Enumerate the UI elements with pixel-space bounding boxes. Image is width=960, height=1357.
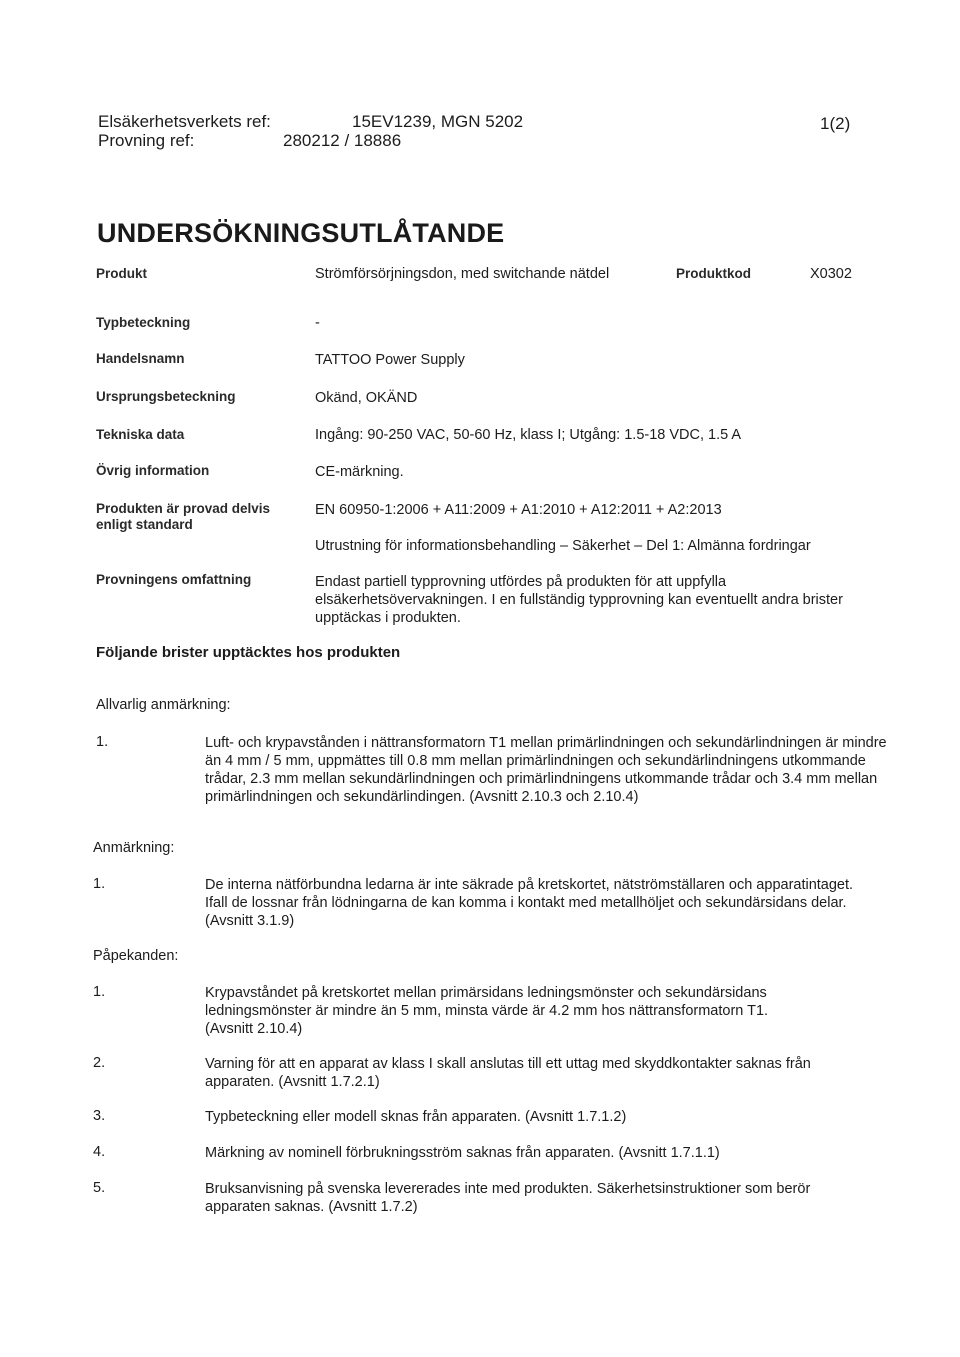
papekanden-item-number: 2. [93,1055,106,1071]
papekanden-item-number: 3. [93,1108,106,1124]
provningens-omfattning-label: Provningens omfattning [96,572,252,587]
typbeteckning-value: - [315,315,320,331]
papekanden-item-text: Krypavståndet på kretskortet mellan primärsidans ledningsmönster och sekundärsidans ledningsmönster är mindre än 5 mm, minsta värde är 4.2 mm hos nättransformatorn T1. (Avsnitt 2.10.4) [205,985,769,1037]
ovrig-information-label: Övrig information [96,463,210,478]
anmarkning-item-text: De interna nätförbundna ledarna är inte säkrade på kretskortet, nätströmställaren och apparatintaget. Ifall de lossnar från lödningarna de kan komma i kontakt med metallhöljet och sekundärsidans delar. (Avsnitt 3.1.9) [205,877,854,929]
brister-heading: Följande brister upptäcktes hos produkten [96,644,401,661]
papekanden-item-number: 5. [93,1180,106,1196]
standard-label: Produkten är provad delvis enligt standard [96,501,271,532]
handelsnamn-value: TATTOO Power Supply [315,352,465,368]
papekanden-item-text: Bruksanvisning på svenska levererades inte med produkten. Säkerhetsinstruktioner som berör apparaten saknas. (Avsnitt 1.7.2) [205,1181,811,1215]
papekanden-item-number: 4. [93,1144,106,1160]
produktkod-label: Produktkod [676,266,752,281]
papekanden-item-text: Märkning av nominell förbrukningsström saknas från apparaten. (Avsnitt 1.7.1.1) [205,1145,720,1161]
ovrig-information-value: CE-märkning. [315,464,404,480]
ursprungsbeteckning-label: Ursprungsbeteckning [96,389,236,404]
ref-label-elsakerhetsverket: Elsäkerhetsverkets ref: [98,112,271,131]
anmarkning-item-number: 1. [93,876,106,892]
ref-value-elsakerhetsverket: 15EV1239, MGN 5202 [352,112,524,131]
produktkod-value: X0302 [810,266,852,282]
handelsnamn-label: Handelsnamn [96,351,185,366]
standard-description: Utrustning för informationsbehandling – Säkerhet – Del 1: Almänna fordringar [315,538,811,554]
ref-value-provning: 280212 / 18886 [283,131,402,150]
papekanden-item-text: Typbeteckning eller modell sknas från apparaten. (Avsnitt 1.7.1.2) [205,1109,627,1125]
papekanden-item-text: Varning för att en apparat av klass I skall anslutas till ett uttag med skyddkontakter saknas från apparaten. (Avsnitt 1.7.2.1) [205,1056,811,1090]
ursprungsbeteckning-value: Okänd, OKÄND [315,390,418,406]
produkt-value: Strömförsörjningsdon, med switchande nätdel [315,266,610,282]
allvarlig-item-number: 1. [96,734,109,750]
standard-value: EN 60950-1:2006 + A11:2009 + A1:2010 + A12:2011 + A2:2013 [315,502,722,518]
page-number: 1(2) [820,114,851,133]
tekniska-data-label: Tekniska data [96,427,185,442]
document-title: UNDERSÖKNINGSUTLÅTANDE [97,218,505,248]
tekniska-data-value: Ingång: 90-250 VAC, 50-60 Hz, klass I; Utgång: 1.5-18 VDC, 1.5 A [315,427,742,443]
produkt-label: Produkt [96,266,148,281]
anmarkning-heading: Anmärkning: [93,840,175,856]
papekanden-item-number: 1. [93,984,106,1000]
papekanden-heading: Påpekanden: [93,948,179,964]
provningens-omfattning-value: Endast partiell typprovning utfördes på produkten för att uppfylla elsäkerhetsövervakningen. I en fullständig typprovning kan eventuellt andra brister upptäckas i produkten. [315,574,843,626]
ref-label-provning: Provning ref: [98,131,195,150]
allvarlig-anmarkning-heading: Allvarlig anmärkning: [96,697,231,713]
allvarlig-item-text: Luft- och krypavstånden i nättransformatorn T1 mellan primärlindningen och sekundärlindningen är mindre än 4 mm / 5 mm, uppmättes till 0.8 mm mellan primärlindningen och sekundärlindningens utkommande trådar, 2.3 mm mellan sekundärlindningen och primärlindningens utkommande trådar och 3.4 mm mellan primärlindningen och sekundärlindingen. (Avsnitt 2.10.3 och 2.10.4) [205,735,887,805]
typbeteckning-label: Typbeteckning [96,315,191,330]
